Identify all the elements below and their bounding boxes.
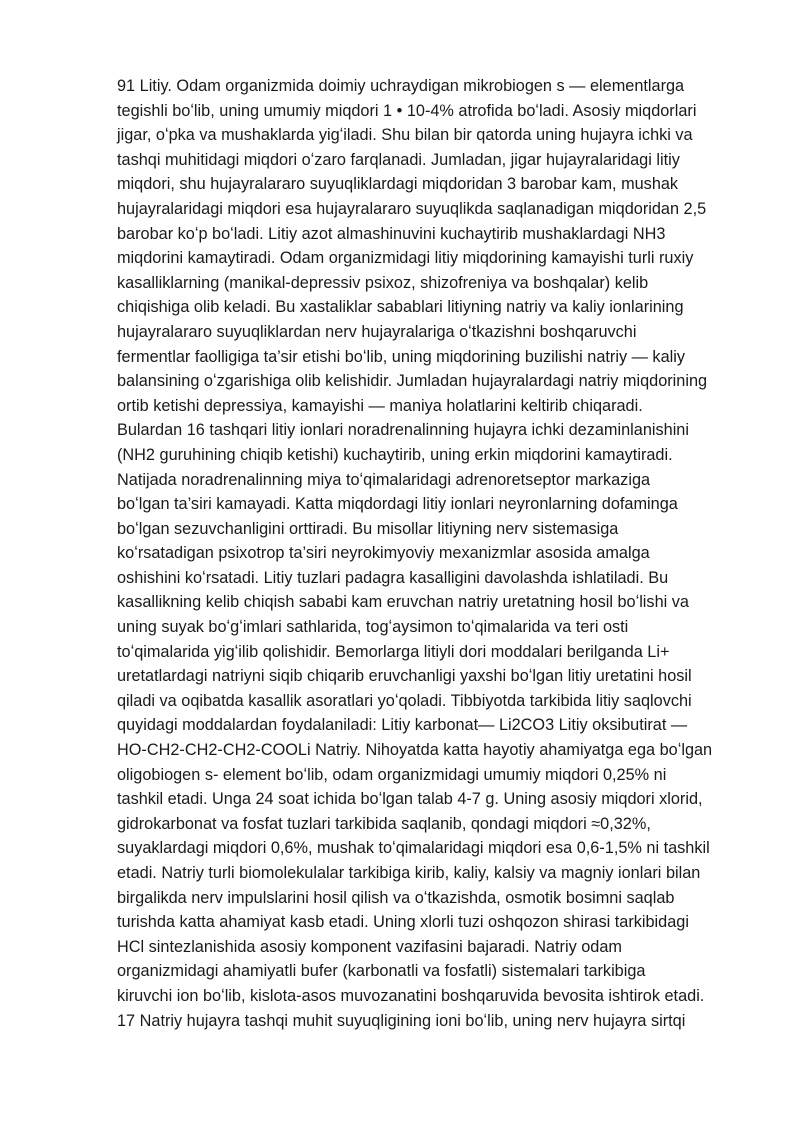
text-line: HO-CH2-CH2-CH2-COOLi Natriy. Nihoyatda katta hayotiy ahamiyatga ega boʻlgan [117,741,713,760]
text-line: etadi. Natriy turli biomolekulalar tarkibiga kirib, kaliy, kalsiy va magniy ionlari bilan [117,864,701,882]
text-line: jigar, oʻpka va mushaklarda yigʻiladi. Shu bilan bir qatorda uning hujayra ichki va [117,126,693,145]
text-line: gidrokarbonat va fosfat tuzlari tarkibida saqlanib, qondagi miqdori ≈0,32%, [117,814,651,833]
text-line: uretatlardagi natriyni siqib chiqarib eruvchanligi yaxshi boʻlgan litiy uretatini hosil [117,667,692,686]
text-line: kasallikning kelib chiqish sababi kam eruvchan natriy uretatning hosil boʻlishi va [117,593,689,612]
text-line: toʻqimalarida yigʻilib qolishidir. Bemorlarga litiyli dori moddalari berilganda Li+ [117,642,670,661]
text-line: quyidagi moddalardan foydalaniladi: Litiy karbonat— Li2CO3 Litiy oksibutirat — [117,716,688,735]
text-line: oshishini koʻrsatadi. Litiy tuzlari padagra kasalligini davolashda ishlatiladi. Bu [117,568,669,587]
text-line: hujayralaridagi miqdori esa hujayralararo suyuqlikda saqlanadigan miqdoridan 2,5 [117,199,707,218]
text-line: birgalikda nerv impulslarini hosil qilish va oʻtkazishda, osmotik bosimni saqlab [117,888,675,907]
text-line: ortib ketishi depressiya, kamayishi — maniya holatlarini keltirib chiqaradi. [117,396,643,415]
text-line: uning suyak boʻgʻimlari sathlarida, togʻaysimon toʻqimalarida va teri osti [117,618,629,637]
text-line: tashkil etadi. Unga 24 soat ichida boʻlgan talab 4-7 g. Uning asosiy miqdori xlorid, [117,790,703,809]
text-line: Bulardan 16 tashqari litiy ionlari noradrenalinning hujayra ichki dezaminlanishini [117,421,689,440]
text-line: qiladi va oqibatda kasallik asoratlari yoʻqoladi. Tibbiyotda tarkibida litiy saqlovchi [117,691,692,710]
text-line: 17 Natriy hujayra tashqi muhit suyuqligining ioni boʻlib, uning nerv hujayra sirtqi [117,1011,686,1030]
text-line: fermentlar faolligiga ta’sir etishi boʻlib, uning miqdorining buzilishi natriy — kaliy [117,347,685,366]
text-line: miqdori, shu hujayralararo suyuqliklardagi miqdoridan 3 barobar kam, mushak [117,175,679,194]
text-line: tashqi muhitidagi miqdori oʻzaro farqlanadi. Jumladan, jigar hujayralaridagi litiy [117,150,680,169]
text-line: HCl sintezlanishida asosiy komponent vazifasini bajaradi. Natriy odam [117,937,622,956]
text-line: (NH2 guruhining chiqib ketishi) kuchaytirib, uning erkin miqdorini kamaytiradi. [117,445,673,464]
text-line: boʻlgan sezuvchanligini orttiradi. Bu misollar litiyning nerv sistemasiga [117,519,619,538]
text-line: oligobiogen s- element boʻlib, odam organizmidagi umumiy miqdori 0,25% ni [117,765,667,784]
text-line: balansining oʻzgarishiga olib kelishidir. Jumladan hujayralardagi natriy miqdorining [117,372,708,391]
body-text [117,74,757,1033]
text-line: miqdorini kamaytiradi. Odam organizmidagi litiy miqdorining kamayishi turli ruxiy [117,249,694,268]
text-line: organizmidagi ahamiyatli bufer (karbonatli va fosfatli) sistemalari tarkibiga [117,962,646,981]
text-line: hujayralararo suyuqliklardan nerv hujayralariga oʻtkazishni boshqaruvchi [117,322,637,341]
text-line: 91 Litiy. Odam organizmida doimiy uchraydigan mikrobiogen s — elementlarga [117,77,685,95]
text-line: barobar koʻp boʻladi. Litiy azot almashinuvini kuchaytirib mushaklardagi NH3 [117,224,666,243]
text-line: Natijada noradrenalinning miya toʻqimalaridagi adrenoretseptor markaziga [117,470,651,489]
text-line: kiruvchi ion boʻlib, kislota-asos muvozanatini boshqaruvida bevosita ishtirok etadi. [117,986,705,1005]
text-line: koʻrsatadigan psixotrop ta’siri neyrokimyoviy mexanizmlar asosida amalga [117,544,650,563]
text-line: turishda katta ahamiyat kasb etadi. Uning xlorli tuzi oshqozon shirasi tarkibidagi [117,913,689,932]
text-line: chiqishiga olib keladi. Bu xastaliklar sabablari litiyning natriy va kaliy ionlarining [117,298,684,317]
text-line: tegishli boʻlib, uning umumiy miqdori 1 • 10-4% atrofida boʻladi. Asosiy miqdorlari [117,101,697,120]
text-line: suyaklardagi miqdori 0,6%, mushak toʻqimalaridagi miqdori esa 0,6-1,5% ni tashkil [117,839,710,858]
text-line: kasalliklarning (manikal-depressiv psixoz, shizofreniya va boshqalar) kelib [117,273,649,292]
text-line: boʻlgan ta’siri kamayadi. Katta miqdordagi litiy ionlari neyronlarning dofaminga [117,495,678,514]
